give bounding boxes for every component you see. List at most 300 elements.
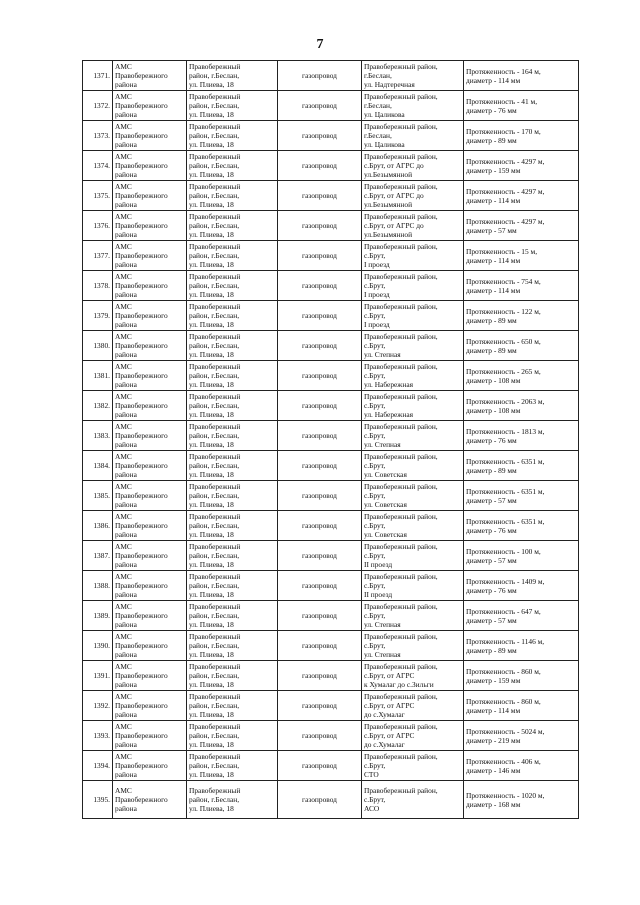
table-row [83, 91, 579, 121]
owner-organization [113, 301, 187, 331]
object-specification-line: диаметр - 108 мм [466, 375, 521, 385]
object-location-line: I проезд [364, 260, 390, 269]
owner-address-line: Правобережный [189, 722, 241, 731]
object-location-line: ул. Набережная [364, 410, 414, 419]
owner-organization [113, 211, 187, 241]
owner-organization-line: Правобережного [115, 641, 168, 650]
owner-organization-line: АМС [115, 512, 132, 521]
object-type: газопровод [278, 721, 362, 751]
owner-address-line: ул. Плиева, 18 [189, 620, 234, 629]
object-location [362, 151, 464, 181]
owner-organization [113, 601, 187, 631]
object-location-line: Правобережный район, [364, 452, 438, 461]
owner-address-line: ул. Плиева, 18 [189, 650, 234, 659]
owner-organization-line: района [115, 110, 137, 119]
owner-address-line: Правобережный [189, 92, 241, 101]
object-location-line: с.Брут, [364, 641, 386, 650]
row-number: 1386. [83, 511, 113, 541]
object-location-line: с.Брут, [364, 341, 386, 350]
owner-address-line: Правобережный [189, 182, 241, 191]
object-type: газопровод [278, 391, 362, 421]
owner-organization-line: АМС [115, 632, 132, 641]
object-location-line: ул. Цаликова [364, 140, 405, 149]
object-location [362, 601, 464, 631]
object-location-line: с.Брут, [364, 431, 386, 440]
owner-organization-line: Правобережного [115, 71, 168, 80]
owner-address-line: Правобережный [189, 332, 241, 341]
object-specification-line: Протяженность - 1020 м, [466, 790, 545, 800]
owner-organization [113, 541, 187, 571]
object-type: газопровод [278, 241, 362, 271]
owner-organization-line: Правобережного [115, 371, 168, 380]
owner-organization-line: АМС [115, 62, 132, 71]
object-location-line: Правобережный район, [364, 332, 438, 341]
owner-address [187, 61, 278, 91]
owner-address-line: ул. Плиева, 18 [189, 590, 234, 599]
owner-organization [113, 361, 187, 391]
owner-address-line: ул. Плиева, 18 [189, 110, 234, 119]
object-location [362, 241, 464, 271]
object-specification [464, 361, 579, 391]
row-number: 1376. [83, 211, 113, 241]
object-specification [464, 781, 579, 819]
owner-address-line: Правобережный [189, 542, 241, 551]
object-location [362, 541, 464, 571]
object-location-line: Правобережный район, [364, 512, 438, 521]
object-location-line: Правобережный район, [364, 692, 438, 701]
owner-address-line: ул. Плиева, 18 [189, 530, 234, 539]
object-specification-line: Протяженность - 15 м, [466, 246, 538, 256]
owner-organization-line: АМС [115, 182, 132, 191]
owner-organization-line: Правобережного [115, 401, 168, 410]
object-specification-line: диаметр - 114 мм [466, 705, 521, 715]
object-location-line: СТО [364, 770, 379, 779]
object-specification-line: Протяженность - 860 м, [466, 696, 541, 706]
owner-organization [113, 391, 187, 421]
owner-organization-line: АМС [115, 786, 132, 795]
owner-organization [113, 691, 187, 721]
owner-organization-line: Правобережного [115, 461, 168, 470]
owner-organization-line: АМС [115, 122, 132, 131]
owner-address-line: ул. Плиева, 18 [189, 410, 234, 419]
owner-address-line: район, г.Беслан, [189, 371, 240, 380]
object-location-line: ул.Безымянной [364, 170, 413, 179]
object-specification [464, 541, 579, 571]
owner-organization-line: Правобережного [115, 701, 168, 710]
owner-organization-line: АМС [115, 272, 132, 281]
owner-organization-line: Правобережного [115, 731, 168, 740]
owner-organization-line: района [115, 440, 137, 449]
object-specification [464, 121, 579, 151]
owner-address-line: район, г.Беслан, [189, 761, 240, 770]
owner-organization-line: АМС [115, 362, 132, 371]
owner-address-line: ул. Плиева, 18 [189, 140, 234, 149]
owner-address-line: ул. Плиева, 18 [189, 380, 234, 389]
owner-organization [113, 241, 187, 271]
owner-address [187, 421, 278, 451]
object-location-line: г.Беслан, [364, 71, 392, 80]
object-location [362, 571, 464, 601]
owner-address-line: район, г.Беслан, [189, 641, 240, 650]
table-row [83, 781, 579, 819]
owner-organization [113, 151, 187, 181]
table-row [83, 391, 579, 421]
owner-address-line: Правобережный [189, 212, 241, 221]
owner-organization [113, 121, 187, 151]
object-specification [464, 571, 579, 601]
owner-address-line: Правобережный [189, 602, 241, 611]
object-specification-line: диаметр - 114 мм [466, 195, 521, 205]
object-location [362, 271, 464, 301]
object-type: газопровод [278, 661, 362, 691]
owner-organization-line: района [115, 770, 137, 779]
owner-address-line: ул. Плиева, 18 [189, 470, 234, 479]
object-location-line: ул. Набережная [364, 380, 414, 389]
object-location-line: АСО [364, 804, 380, 813]
table-row [83, 211, 579, 241]
table-row [83, 721, 579, 751]
owner-organization-line: Правобережного [115, 341, 168, 350]
object-specification-line: Протяженность - 4297 м, [466, 156, 545, 166]
object-location-line: с.Брут, [364, 761, 386, 770]
owner-organization [113, 271, 187, 301]
owner-address-line: ул. Плиева, 18 [189, 710, 234, 719]
owner-organization [113, 61, 187, 91]
object-specification-line: Протяженность - 754 м, [466, 276, 541, 286]
table-row [83, 361, 579, 391]
owner-organization-line: Правобережного [115, 491, 168, 500]
object-location [362, 211, 464, 241]
table-row [83, 421, 579, 451]
owner-organization-line: Правобережного [115, 581, 168, 590]
object-location [362, 121, 464, 151]
object-location-line: ул. Цаликова [364, 110, 405, 119]
object-location-line: II проезд [364, 590, 393, 599]
owner-organization-line: Правобережного [115, 671, 168, 680]
owner-organization [113, 781, 187, 819]
object-type: газопровод [278, 421, 362, 451]
object-specification-line: диаметр - 146 мм [466, 765, 521, 775]
owner-organization [113, 181, 187, 211]
owner-address-line: Правобережный [189, 572, 241, 581]
owner-address-line: Правобережный [189, 392, 241, 401]
row-number: 1385. [83, 481, 113, 511]
object-specification [464, 151, 579, 181]
table-row [83, 691, 579, 721]
object-location [362, 661, 464, 691]
object-location-line: ул. Степная [364, 650, 401, 659]
object-type: газопровод [278, 751, 362, 781]
object-specification [464, 391, 579, 421]
table-row [83, 511, 579, 541]
owner-address-line: Правобережный [189, 752, 241, 761]
object-type: газопровод [278, 331, 362, 361]
object-specification-line: диаметр - 89 мм [466, 135, 517, 145]
owner-address-line: ул. Плиева, 18 [189, 500, 234, 509]
owner-address-line: район, г.Беслан, [189, 131, 240, 140]
owner-address-line: район, г.Беслан, [189, 281, 240, 290]
object-specification [464, 301, 579, 331]
object-location-line: Правобережный район, [364, 152, 438, 161]
object-type: газопровод [278, 481, 362, 511]
owner-organization-line: Правобережного [115, 191, 168, 200]
object-location-line: с.Брут, [364, 795, 386, 804]
owner-organization-line: АМС [115, 692, 132, 701]
owner-address [187, 601, 278, 631]
owner-address-line: район, г.Беслан, [189, 491, 240, 500]
row-number: 1391. [83, 661, 113, 691]
object-location-line: Правобережный район, [364, 122, 438, 131]
owner-address-line: ул. Плиева, 18 [189, 320, 234, 329]
object-location-line: с.Брут, [364, 581, 386, 590]
table-row [83, 541, 579, 571]
object-type: газопровод [278, 601, 362, 631]
owner-address-line: Правобережный [189, 482, 241, 491]
object-specification [464, 241, 579, 271]
object-type: газопровод [278, 301, 362, 331]
object-specification-line: диаметр - 89 мм [466, 465, 517, 475]
object-location [362, 631, 464, 661]
owner-address-line: район, г.Беслан, [189, 341, 240, 350]
object-location-line: с.Брут, [364, 551, 386, 560]
row-number: 1378. [83, 271, 113, 301]
row-number: 1393. [83, 721, 113, 751]
object-location-line: с.Брут, от АГРС [364, 731, 415, 740]
object-location-line: I проезд [364, 320, 390, 329]
owner-address-line: Правобережный [189, 512, 241, 521]
object-specification-line: Протяженность - 4297 м, [466, 186, 545, 196]
object-location-line: Правобережный район, [364, 572, 438, 581]
table-row [83, 601, 579, 631]
owner-organization-line: района [115, 650, 137, 659]
object-specification-line: диаметр - 76 мм [466, 435, 517, 445]
object-location-line: ул. Советская [364, 470, 407, 479]
owner-address-line: ул. Плиева, 18 [189, 560, 234, 569]
owner-address [187, 331, 278, 361]
owner-organization [113, 331, 187, 361]
object-specification-line: диаметр - 159 мм [466, 675, 521, 685]
object-location-line: Правобережный район, [364, 182, 438, 191]
owner-address-line: ул. Плиева, 18 [189, 350, 234, 359]
owner-organization-line: Правобережного [115, 431, 168, 440]
object-location-line: Правобережный район, [364, 272, 438, 281]
owner-address-line: район, г.Беслан, [189, 671, 240, 680]
object-specification [464, 421, 579, 451]
owner-address [187, 571, 278, 601]
object-location-line: Правобережный район, [364, 662, 438, 671]
row-number: 1388. [83, 571, 113, 601]
table-row [83, 151, 579, 181]
owner-organization-line: района [115, 290, 137, 299]
object-location [362, 91, 464, 121]
owner-organization-line: района [115, 170, 137, 179]
object-type: газопровод [278, 151, 362, 181]
object-location-line: с.Брут, от АГРС [364, 671, 415, 680]
object-specification [464, 211, 579, 241]
row-number: 1390. [83, 631, 113, 661]
owner-address-line: ул. Плиева, 18 [189, 170, 234, 179]
owner-organization-line: района [115, 500, 137, 509]
object-specification-line: Протяженность - 6351 м, [466, 456, 545, 466]
object-location-line: Правобережный район, [364, 302, 438, 311]
object-location [362, 721, 464, 751]
object-type: газопровод [278, 181, 362, 211]
table-row [83, 661, 579, 691]
owner-address-line: ул. Плиева, 18 [189, 740, 234, 749]
object-specification-line: Протяженность - 41 м, [466, 96, 538, 106]
row-number: 1374. [83, 151, 113, 181]
owner-address [187, 721, 278, 751]
object-specification-line: Протяженность - 647 м, [466, 606, 541, 616]
owner-organization [113, 91, 187, 121]
object-specification [464, 61, 579, 91]
object-specification [464, 751, 579, 781]
object-specification-line: диаметр - 89 мм [466, 645, 517, 655]
owner-address-line: Правобережный [189, 62, 241, 71]
object-specification-line: диаметр - 89 мм [466, 315, 517, 325]
row-number: 1389. [83, 601, 113, 631]
row-number: 1382. [83, 391, 113, 421]
owner-organization-line: АМС [115, 422, 132, 431]
object-type: газопровод [278, 121, 362, 151]
owner-address-line: Правобережный [189, 152, 241, 161]
owner-organization-line: района [115, 740, 137, 749]
object-location-line: с.Брут, [364, 281, 386, 290]
owner-organization [113, 481, 187, 511]
owner-address-line: ул. Плиева, 18 [189, 440, 234, 449]
object-type: газопровод [278, 91, 362, 121]
object-location-line: с.Брут, [364, 401, 386, 410]
object-location [362, 331, 464, 361]
owner-organization-line: АМС [115, 602, 132, 611]
owner-address-line: Правобережный [189, 302, 241, 311]
owner-address-line: Правобережный [189, 692, 241, 701]
object-type: газопровод [278, 781, 362, 819]
table-row [83, 481, 579, 511]
object-specification-line: диаметр - 89 мм [466, 345, 517, 355]
owner-organization-line: района [115, 140, 137, 149]
object-specification-line: Протяженность - 100 м, [466, 546, 541, 556]
owner-organization-line: Правобережного [115, 251, 168, 260]
object-location-line: с.Брут, [364, 371, 386, 380]
object-specification [464, 181, 579, 211]
owner-organization-line: Правобережного [115, 761, 168, 770]
object-type: газопровод [278, 571, 362, 601]
owner-organization-line: района [115, 380, 137, 389]
object-specification-line: Протяженность - 1146 м, [466, 636, 545, 646]
owner-address-line: ул. Плиева, 18 [189, 230, 234, 239]
object-location-line: ул. Советская [364, 500, 407, 509]
object-location-line: ул. Советская [364, 530, 407, 539]
owner-organization [113, 661, 187, 691]
object-location-line: с.Брут, от АГРС [364, 701, 415, 710]
object-specification-line: Протяженность - 6351 м, [466, 486, 545, 496]
owner-address-line: район, г.Беслан, [189, 161, 240, 170]
owner-address-line: район, г.Беслан, [189, 461, 240, 470]
owner-address-line: район, г.Беслан, [189, 611, 240, 620]
object-location [362, 391, 464, 421]
owner-address-line: район, г.Беслан, [189, 551, 240, 560]
owner-address-line: район, г.Беслан, [189, 311, 240, 320]
owner-address-line: ул. Плиева, 18 [189, 200, 234, 209]
object-location-line: с.Брут, [364, 251, 386, 260]
owner-address-line: район, г.Беслан, [189, 401, 240, 410]
object-location-line: Правобережный район, [364, 212, 438, 221]
table-row [83, 301, 579, 331]
object-specification-line: диаметр - 57 мм [466, 495, 517, 505]
object-specification-line: диаметр - 76 мм [466, 585, 517, 595]
row-number: 1372. [83, 91, 113, 121]
object-specification [464, 661, 579, 691]
object-specification [464, 511, 579, 541]
row-number: 1380. [83, 331, 113, 361]
row-number: 1377. [83, 241, 113, 271]
object-specification-line: диаметр - 57 мм [466, 615, 517, 625]
object-location-line: ул. Степная [364, 350, 401, 359]
table-row [83, 751, 579, 781]
row-number: 1379. [83, 301, 113, 331]
owner-address-line: район, г.Беслан, [189, 795, 240, 804]
object-location-line: с.Брут, [364, 611, 386, 620]
row-number: 1373. [83, 121, 113, 151]
owner-organization-line: АМС [115, 302, 132, 311]
owner-organization [113, 421, 187, 451]
owner-organization-line: района [115, 710, 137, 719]
object-location-line: ул. Надтеречная [364, 80, 415, 89]
owner-address [187, 91, 278, 121]
owner-address [187, 511, 278, 541]
object-specification-line: диаметр - 159 мм [466, 165, 521, 175]
owner-organization-line: АМС [115, 662, 132, 671]
owner-organization [113, 721, 187, 751]
object-type: газопровод [278, 61, 362, 91]
object-specification [464, 631, 579, 661]
owner-organization-line: АМС [115, 482, 132, 491]
owner-address-line: район, г.Беслан, [189, 731, 240, 740]
owner-address [187, 151, 278, 181]
owner-organization-line: района [115, 680, 137, 689]
owner-address-line: Правобережный [189, 662, 241, 671]
object-location-line: с.Брут, от АГРС до [364, 221, 424, 230]
object-specification [464, 721, 579, 751]
owner-address-line: район, г.Беслан, [189, 701, 240, 710]
object-type: газопровод [278, 511, 362, 541]
owner-organization-line: АМС [115, 242, 132, 251]
owner-organization-line: Правобережного [115, 795, 168, 804]
object-location-line: Правобережный район, [364, 362, 438, 371]
row-number: 1387. [83, 541, 113, 571]
owner-organization [113, 511, 187, 541]
owner-address-line: район, г.Беслан, [189, 71, 240, 80]
owner-address-line: район, г.Беслан, [189, 431, 240, 440]
owner-address [187, 391, 278, 421]
owner-organization [113, 751, 187, 781]
table-row [83, 241, 579, 271]
object-specification-line: Протяженность - 122 м, [466, 306, 541, 316]
page-number: 7 [316, 37, 324, 52]
owner-organization-line: района [115, 804, 137, 813]
object-specification-line: Протяженность - 860 м, [466, 666, 541, 676]
object-specification-line: диаметр - 57 мм [466, 225, 517, 235]
object-specification-line: диаметр - 114 мм [466, 255, 521, 265]
object-specification-line: диаметр - 76 мм [466, 525, 517, 535]
owner-organization-line: АМС [115, 152, 132, 161]
object-location [362, 451, 464, 481]
owner-organization-line: АМС [115, 722, 132, 731]
owner-address-line: Правобережный [189, 242, 241, 251]
owner-organization-line: района [115, 590, 137, 599]
owner-address-line: район, г.Беслан, [189, 101, 240, 110]
